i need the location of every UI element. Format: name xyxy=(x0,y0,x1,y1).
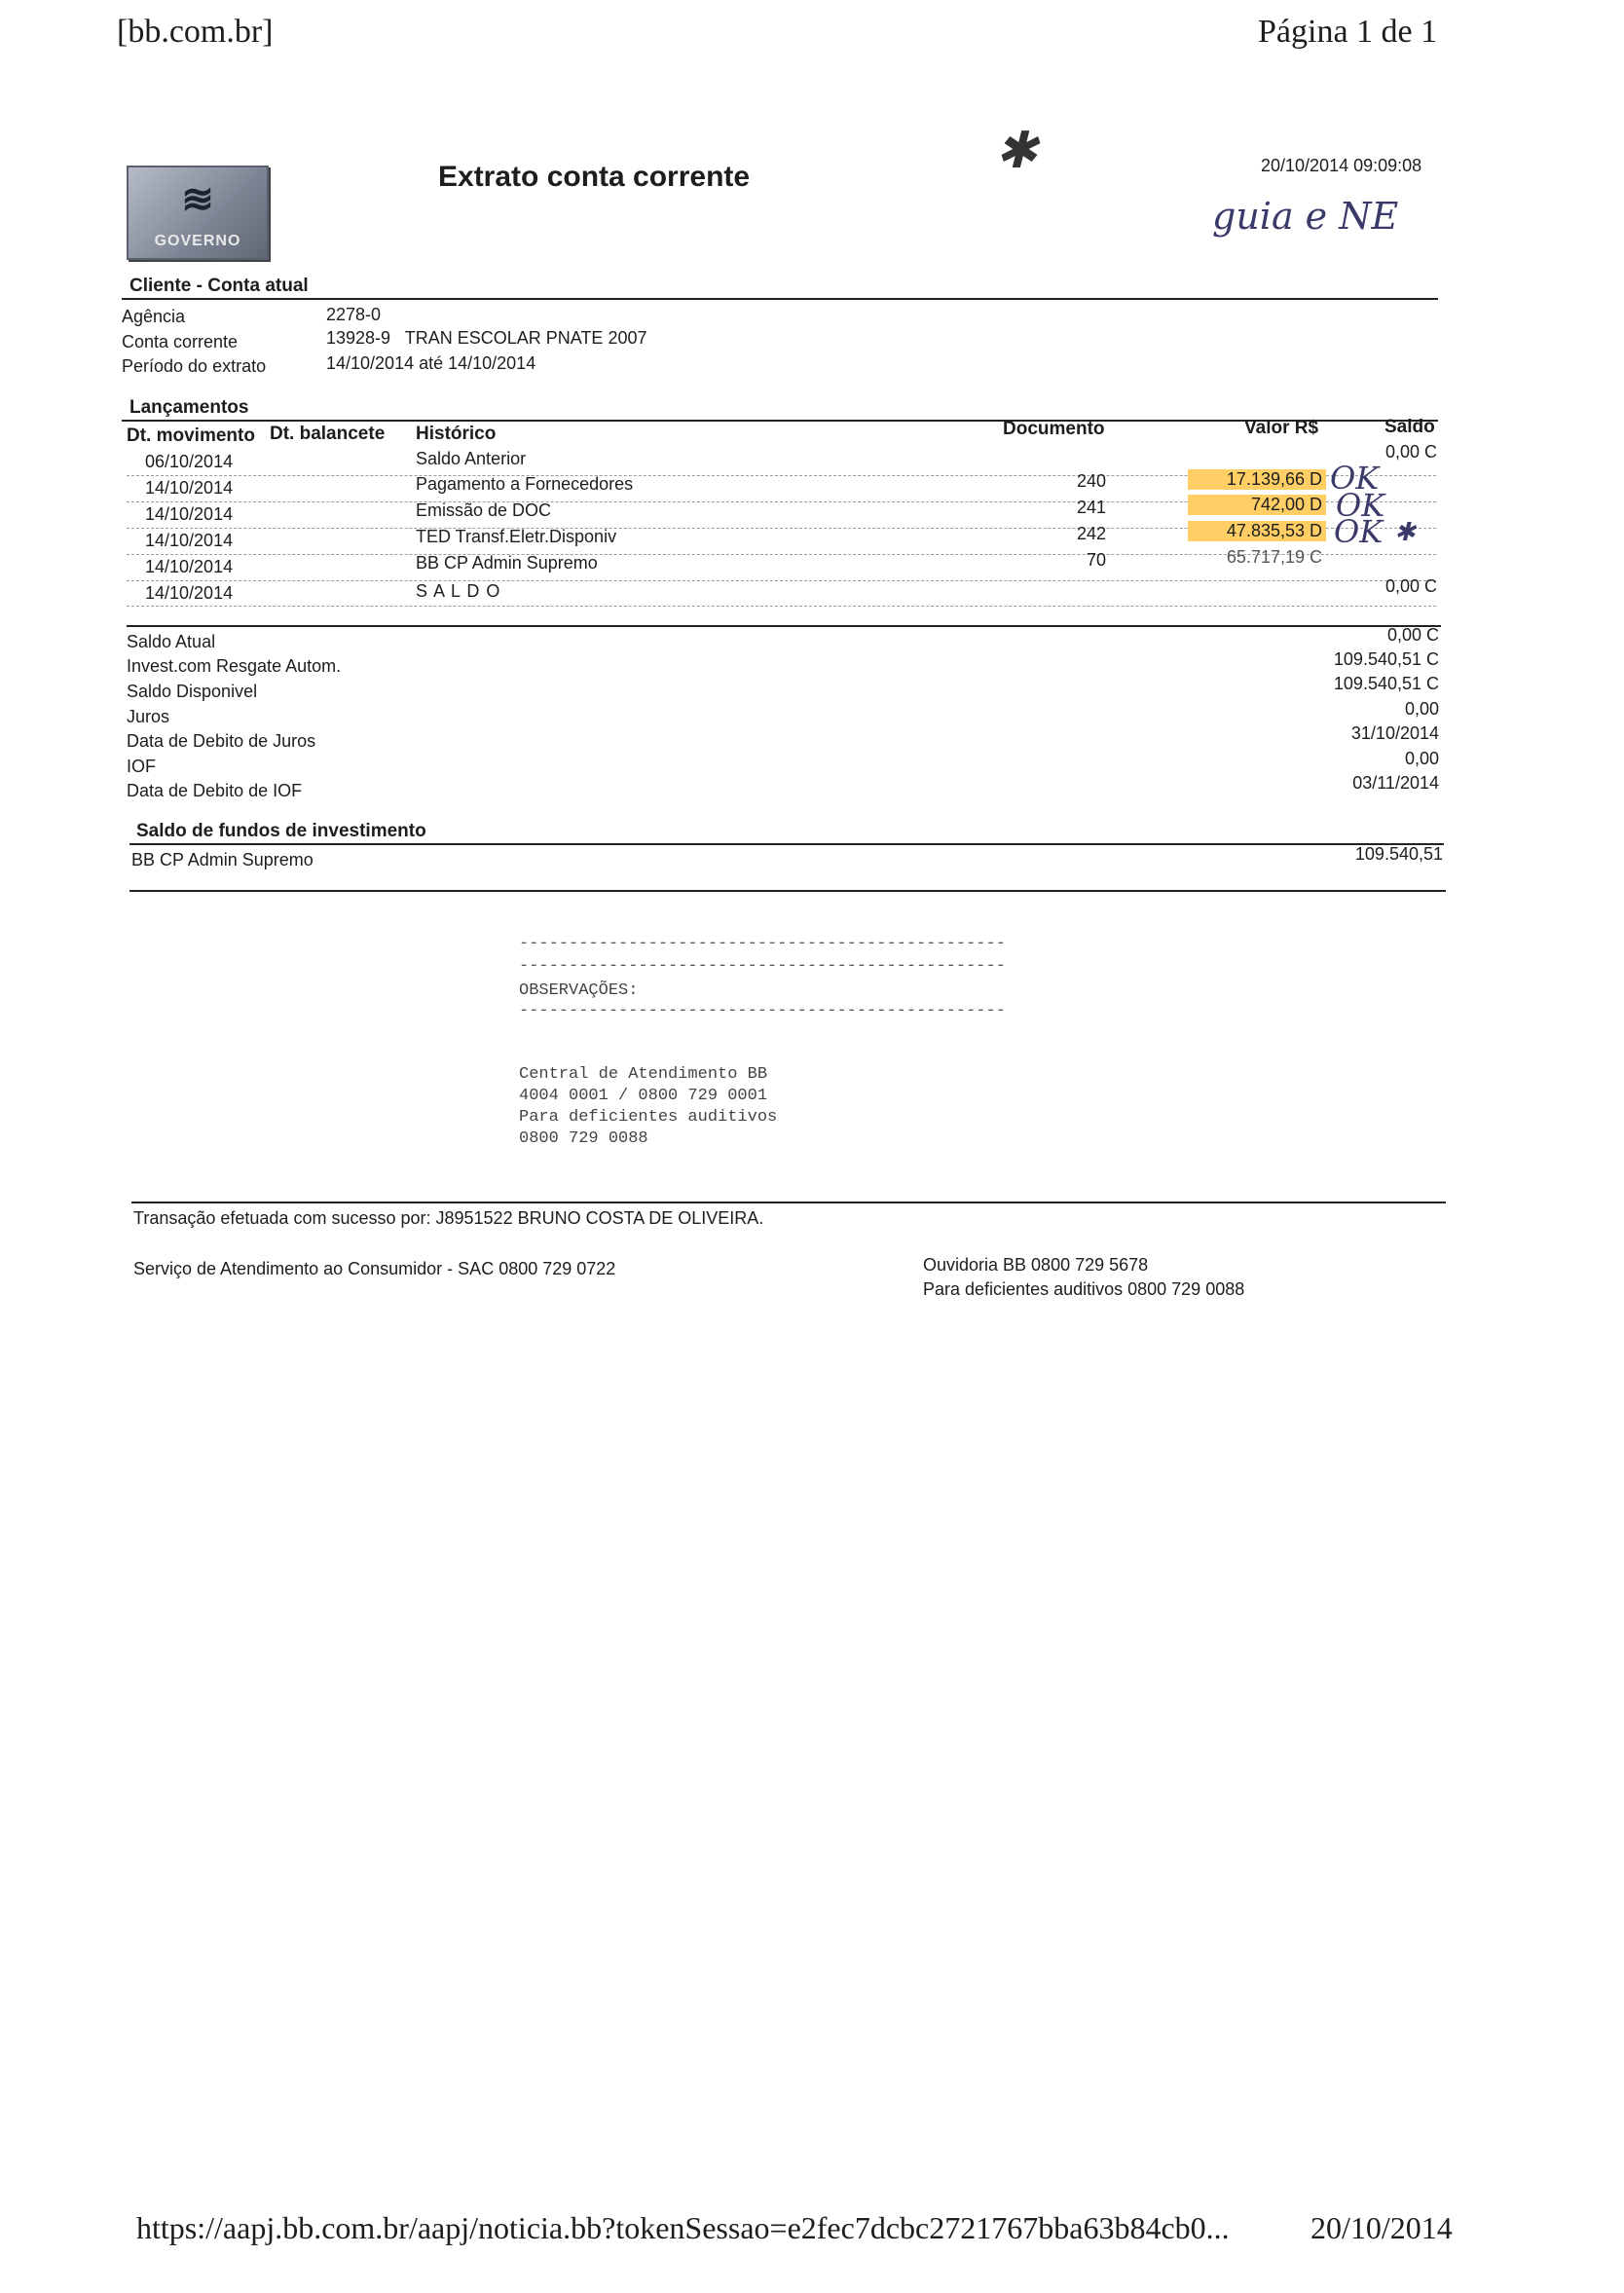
lancamentos-section-title: Lançamentos xyxy=(129,397,249,418)
summary-value: 31/10/2014 xyxy=(1350,723,1439,743)
col-valor: Valor R$ xyxy=(1244,418,1319,438)
summary-value: 0,00 C xyxy=(1386,625,1439,645)
divider xyxy=(127,625,1441,627)
summary-label: Saldo Disponivel xyxy=(127,682,258,701)
row-dt: 06/10/2014 xyxy=(145,452,234,471)
summary-value: 0,00 xyxy=(1404,699,1439,719)
row-valor: 65.717,19 C xyxy=(1226,547,1322,567)
col-dt-movimento: Dt. movimento xyxy=(127,425,255,446)
row-separator xyxy=(127,606,1436,607)
row-historico: Emissão de DOC xyxy=(416,500,552,520)
row-documento: 241 xyxy=(1076,498,1106,517)
dashed-rule: ------------------------------------------------- xyxy=(519,935,1006,953)
row-documento: 70 xyxy=(1086,550,1106,570)
bb-governo-logo xyxy=(127,166,269,260)
row-historico: BB CP Admin Supremo xyxy=(416,553,598,573)
row-historico: Saldo Anterior xyxy=(416,449,527,468)
divider xyxy=(122,420,1438,422)
print-date: 20/10/2014 xyxy=(1310,2210,1453,2245)
summary-value: 109.540,51 C xyxy=(1333,674,1439,693)
fundo-value: 109.540,51 xyxy=(1354,844,1443,864)
handwritten-note: guia e NE xyxy=(1212,195,1399,238)
row-historico: S A L D O xyxy=(416,581,501,601)
page-counter: Página 1 de 1 xyxy=(1258,14,1438,50)
handwritten-ok: OK xyxy=(1330,460,1380,497)
page-url: https://aapj.bb.com.br/aapj/noticia.bb?tokenSessao=e2fec7dcbc2721767bba63b84cb0... xyxy=(136,2210,1230,2245)
dashed-rule: ------------------------------------------------- xyxy=(519,957,1006,976)
handwritten-ok: OK xyxy=(1334,513,1384,550)
logo-text: GOVERNO xyxy=(154,233,241,249)
ouvidoria-text: Ouvidoria BB 0800 729 5678 xyxy=(923,1255,1149,1275)
col-historico: Histórico xyxy=(416,424,497,444)
handwritten-star-icon: ✱ xyxy=(995,122,1038,180)
divider xyxy=(129,843,1444,845)
dashed-rule: ------------------------------------------------- xyxy=(519,1002,1006,1020)
row-dt: 14/10/2014 xyxy=(145,557,234,576)
row-historico: Pagamento a Fornecedores xyxy=(416,474,634,494)
row-valor: 17.139,66 D xyxy=(1188,469,1326,490)
summary-label: Data de Debito de Juros xyxy=(127,731,316,751)
summary-value: 109.540,51 C xyxy=(1333,649,1439,669)
divider xyxy=(129,890,1446,892)
row-separator xyxy=(127,580,1436,581)
col-dt-balancete: Dt. balancete xyxy=(270,424,386,444)
row-dt: 14/10/2014 xyxy=(145,531,234,550)
fundos-section-title: Saldo de fundos de investimento xyxy=(136,821,426,841)
summary-label: Juros xyxy=(127,707,170,726)
sac-text: Serviço de Atendimento ao Consumidor - SAC 0800 729 0722 xyxy=(133,1259,616,1278)
summary-label: Saldo Atual xyxy=(127,632,216,651)
transacao-text: Transação efetuada com sucesso por: J8951522 BRUNO COSTA DE OLIVEIRA. xyxy=(133,1208,764,1228)
bb-logo-icon: ≋ xyxy=(181,178,214,221)
handwritten-ok: OK xyxy=(1336,487,1385,524)
row-valor: 47.835,53 D xyxy=(1188,521,1326,541)
divider xyxy=(131,1202,1446,1203)
row-saldo: 0,00 C xyxy=(1384,442,1437,462)
page-title: Extrato conta corrente xyxy=(438,161,751,193)
row-dt: 14/10/2014 xyxy=(145,478,234,498)
handwritten-arrow-icon: ✱ xyxy=(1394,518,1416,547)
atendimento-line: Central de Atendimento BB xyxy=(519,1065,768,1084)
statement-timestamp: 20/10/2014 09:09:08 xyxy=(1261,156,1422,175)
summary-value: 0,00 xyxy=(1404,749,1439,768)
row-saldo: 0,00 C xyxy=(1384,576,1437,596)
conta-value: 13928-9 TRAN ESCOLAR PNATE 2007 xyxy=(326,328,647,348)
row-dt: 14/10/2014 xyxy=(145,583,234,603)
col-saldo: Saldo xyxy=(1384,417,1435,437)
divider xyxy=(122,298,1438,300)
row-dt: 14/10/2014 xyxy=(145,504,234,524)
atendimento-line: Para deficientes auditivos xyxy=(519,1108,778,1127)
agencia-value: 2278-0 xyxy=(326,305,382,324)
conta-label: Conta corrente xyxy=(122,332,239,351)
ouvidoria-auditivos-text: Para deficientes auditivos 0800 729 0088 xyxy=(923,1279,1245,1299)
client-section-title: Cliente - Conta atual xyxy=(129,276,309,296)
summary-label: Invest.com Resgate Autom. xyxy=(127,656,342,676)
row-valor: 742,00 D xyxy=(1188,495,1326,515)
observacoes-label: OBSERVAÇÕES: xyxy=(519,981,639,1000)
agencia-label: Agência xyxy=(122,307,186,326)
site-name: [bb.com.br] xyxy=(117,14,274,50)
summary-label: IOF xyxy=(127,757,156,776)
summary-label: Data de Debito de IOF xyxy=(127,781,303,800)
row-documento: 240 xyxy=(1076,471,1106,491)
periodo-label: Período do extrato xyxy=(122,356,267,376)
atendimento-line: 4004 0001 / 0800 729 0001 xyxy=(519,1087,768,1105)
periodo-value: 14/10/2014 até 14/10/2014 xyxy=(326,353,536,373)
col-documento: Documento xyxy=(1003,419,1105,439)
fundo-name: BB CP Admin Supremo xyxy=(131,850,314,869)
atendimento-line: 0800 729 0088 xyxy=(519,1129,648,1148)
row-historico: TED Transf.Eletr.Disponiv xyxy=(416,527,617,546)
summary-value: 03/11/2014 xyxy=(1352,773,1439,793)
row-documento: 242 xyxy=(1076,524,1106,543)
